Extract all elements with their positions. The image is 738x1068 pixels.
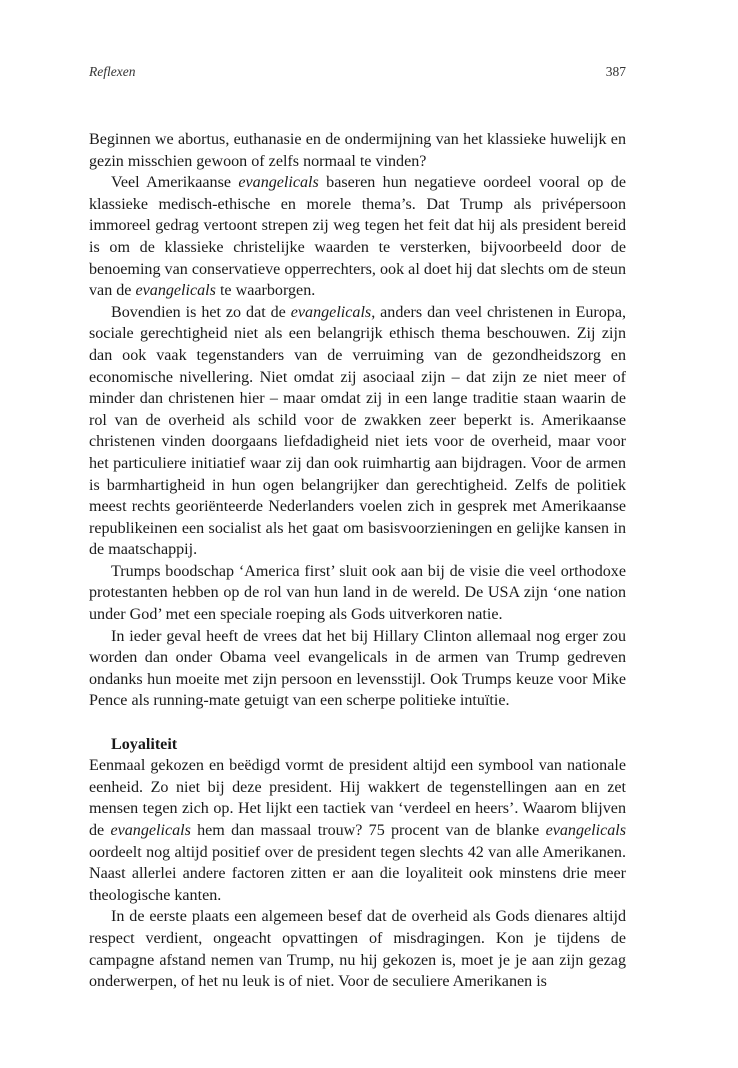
text-run: hem dan massaal trouw? 75 procent van de blanke	[190, 822, 546, 839]
text-run: Veel Amerikaanse	[111, 174, 239, 192]
paragraph-3	[89, 302, 626, 561]
running-title: Reflexen	[89, 64, 136, 79]
italic-term: evangelicals	[545, 822, 626, 839]
text-run: In de eerste plaats een algemeen besef dat de overheid als Gods dienares altijd respect verdient, ongeacht opvattingen of misdragingen. Kon je tijdens de campagne afstand nemen van Trump, nu hij gekozen is, moet je je aan zijn gezag onderwerpen, of het nu leuk is of niet. Voor de seculiere Amerikanen is	[89, 908, 626, 991]
text-run: , anders dan veel christenen in Europa, sociale gerechtigheid niet als een belangrijk ethisch thema beschouwen. Zij zijn dan ook vaak tegenstanders van de verruiming van de gezondheidszorg en economische nivellering. Niet omdat zij asociaal zijn – dat zijn ze niet meer of minder dan christenen hier – maar omdat zij in een lange traditie staan waarin de rol van de overheid als schild voor de zwakken zeer beperkt is. Amerikaanse christenen vinden doorgaans liefdadigheid niet iets voor de overheid, maar voor het particuliere initiatief waar zij dan ook ruimhartig aan bijdragen. Voor de armen is barmhartigheid in hun ogen belangrijker dan gerechtigheid. Zelfs de politiek meest rechts georiënteerde Nederlanders voelen zich in gesprek met Amerikaanse republikeinen een socialist als het gaat om basisvoorzieningen en gelijke kansen in de maatschappij.	[89, 303, 626, 559]
paragraph-5	[89, 626, 626, 712]
italic-term: evangelicals	[238, 174, 319, 192]
paragraph-6	[89, 755, 626, 906]
text-run: Eenmaal gekozen en beëdigd vormt de president altijd een symbool van nationale eenheid. Zo niet bij deze president. Hij wakkert de tegenstellingen aan en zet mensen tegen zich op. Het lijkt een tactiek van ‘verdeel en heers’. Waarom blijven de	[89, 757, 626, 839]
text-run: baseren hun negatieve oordeel vooral op de klassieke medisch-ethische en morele thema’s. Dat Trump als privépersoon immoreel gedrag vertoont strepen zij weg tegen het feit dat hij als president bereid is om de klassieke christelijke waarden te versterken, bijvoorbeeld door de benoeming van conservatieve opperrechters, ook al doet hij dat slechts om de steun van de	[89, 174, 627, 300]
paragraph-7	[89, 906, 626, 992]
text-run: Bovendien is het zo dat de	[111, 303, 291, 321]
paragraph-4	[89, 561, 626, 626]
page-number: 387	[605, 64, 626, 79]
italic-term: evangelicals	[135, 282, 216, 300]
text-run: Beginnen we abortus, euthanasie en de ondermijning van het klassieke huwelijk en gezin misschien gewoon of zelfs normaal te vinden?	[89, 131, 626, 170]
paragraph-2	[89, 172, 626, 302]
italic-term: evangelicals	[290, 303, 372, 321]
text-run: te waarborgen.	[215, 282, 316, 300]
body-text	[89, 129, 626, 993]
text-run: In ieder geval heeft de vrees dat het bij Hillary Clinton allemaal nog erger zou worden dan onder Obama veel evangelicals in de armen van Trump gedreven ondanks hun moeite met zijn persoon en levensstijl. Ook Trumps keuze voor Mike Pence als running-mate getuigt van een scherpe politieke intuïtie.	[89, 627, 626, 710]
text-run: Trumps boodschap ‘America first’ sluit ook aan bij de visie die veel orthodoxe protestanten hebben op de rol van hun land in de wereld. De USA zijn ‘one nation under God’ met een speciale roeping als Gods uitverkoren natie.	[89, 562, 626, 624]
italic-term: evangelicals	[110, 822, 191, 839]
paragraph-1	[89, 129, 626, 172]
section-heading: Loyaliteit	[111, 735, 178, 753]
text-run: oordeelt nog altijd positief over de president tegen slechts 42 van alle Amerikanen. Naast allerlei andere factoren zitten er aan die loyaliteit ook minstens drie meer theologische kanten.	[89, 843, 626, 904]
